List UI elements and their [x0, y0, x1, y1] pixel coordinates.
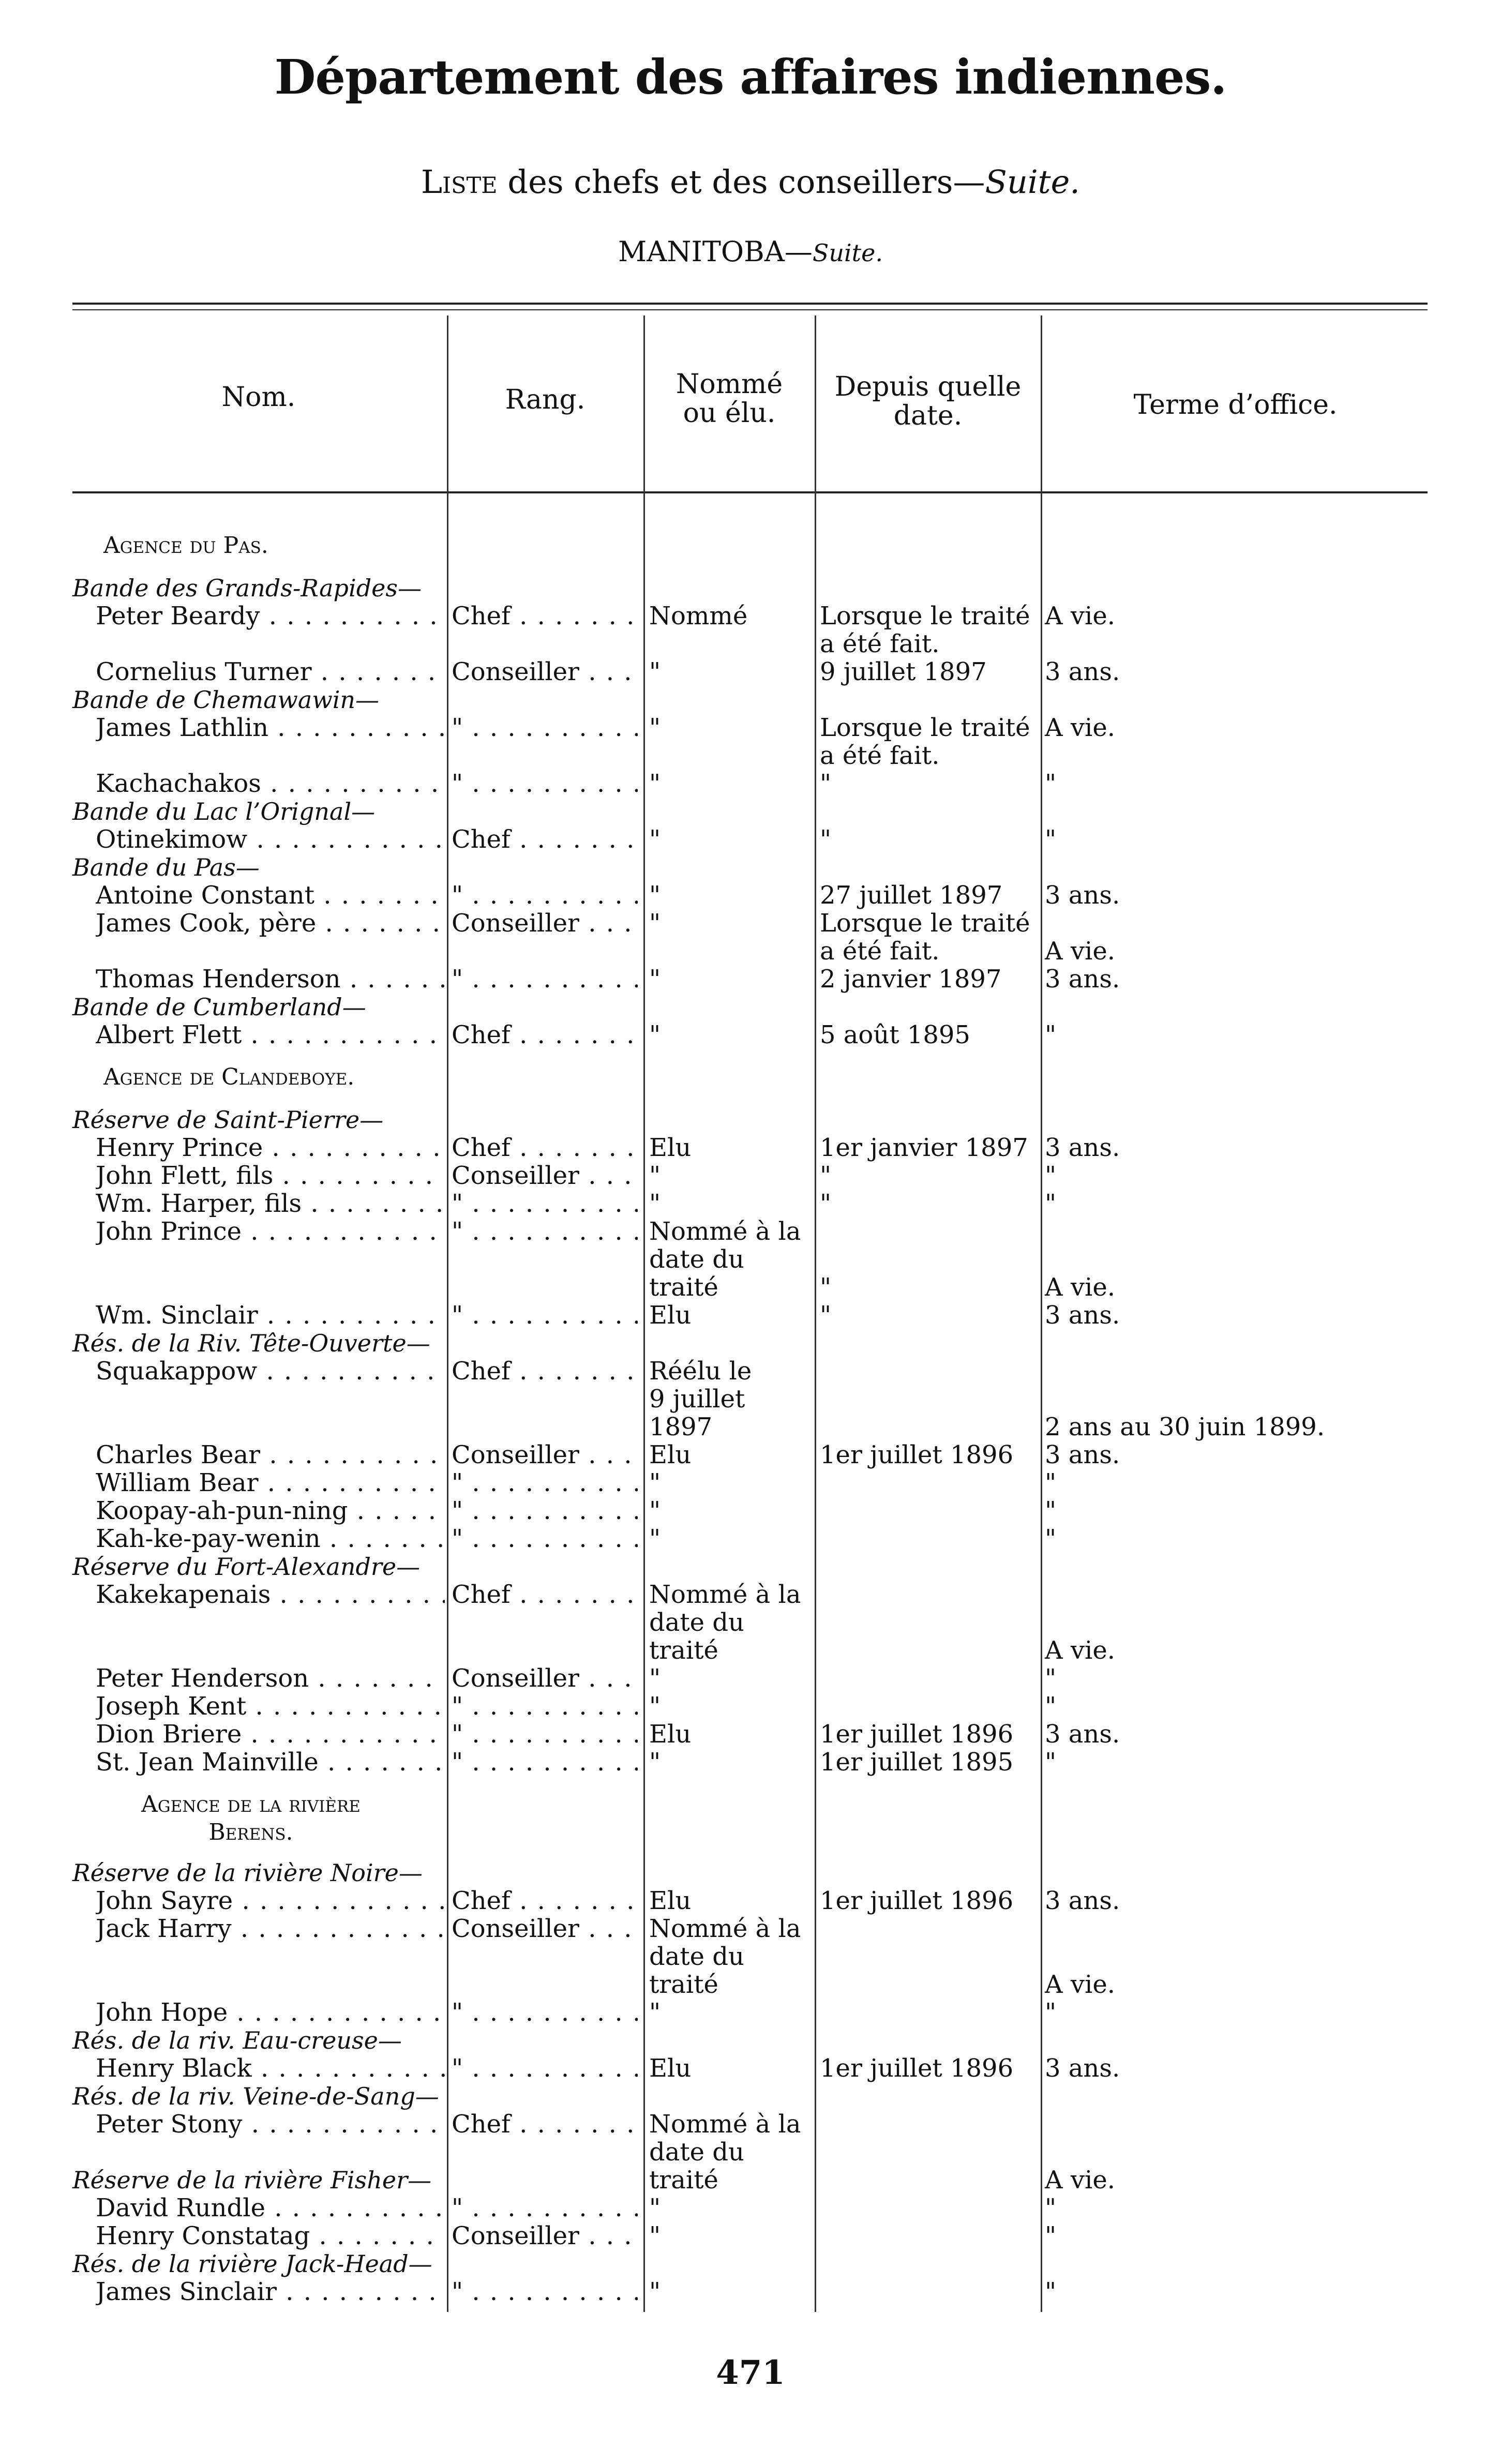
cell-terme: 3 ans. — [1045, 657, 1120, 686]
cell-depuis: " — [820, 1273, 832, 1301]
band-name: Rés. de la riv. Eau-creuse— — [72, 2026, 402, 2054]
table-row — [0, 1218, 1501, 1245]
cell-nomme: " — [649, 825, 661, 853]
cell-rang: Conseiller . . . — [452, 1441, 638, 1469]
cell-nom: Henry Black . . . — [96, 2054, 445, 2082]
cell-depuis: Lorsque le traité — [820, 602, 1030, 630]
cell-nom: Peter Stony . . . — [96, 2110, 445, 2138]
cell-nomme: Nommé à la — [649, 2110, 801, 2138]
cell-rang: Chef . . . — [452, 1357, 638, 1385]
cell-nomme: " — [649, 1162, 661, 1190]
table-row — [0, 1273, 1501, 1301]
table-row — [0, 2110, 1501, 2138]
band-name: Bande du Pas— — [72, 853, 260, 881]
cell-nomme: " — [649, 1497, 661, 1525]
table-row — [0, 1581, 1501, 1609]
cell-rang: " . . . — [452, 1748, 638, 1776]
cell-rang: " . . . — [452, 714, 638, 742]
cell-nomme: traité — [649, 1971, 718, 1999]
cell-nom: Kachachakos . . . — [96, 770, 445, 798]
cell-depuis: " — [820, 1162, 832, 1190]
cell-rang: " . . . — [452, 1469, 638, 1497]
cell-rang: " . . . — [452, 2194, 638, 2222]
table-row — [0, 1245, 1501, 1273]
cell-terme: " — [1045, 1524, 1057, 1553]
cell-nomme: date du — [649, 1245, 744, 1273]
cell-nom: Otinekimow . . . — [96, 825, 445, 853]
table-row — [0, 1943, 1501, 1971]
cell-terme: " — [1045, 1020, 1057, 1049]
cell-terme: " — [1045, 1468, 1057, 1497]
table-row — [0, 1441, 1501, 1469]
table-row — [0, 1413, 1501, 1441]
cell-depuis: 2 janvier 1897 — [820, 965, 1002, 993]
table-row — [0, 1497, 1501, 1525]
header-depuis — [817, 372, 1039, 430]
cell-depuis: 1er juillet 1896 — [820, 1441, 1014, 1469]
cell-terme: 3 ans. — [1045, 1886, 1120, 1915]
table-row — [0, 2054, 1501, 2082]
cell-depuis: a été fait. — [820, 937, 940, 965]
cell-rang: " . . . — [452, 1999, 638, 2026]
table-row — [0, 658, 1501, 686]
top-rule — [72, 303, 1428, 305]
header-nomme — [646, 370, 813, 428]
cell-depuis: " — [820, 770, 832, 798]
cell-nom: Henry Constatag . . . — [96, 2222, 445, 2250]
table-row — [0, 1999, 1501, 2026]
cell-rang: " . . . — [452, 2278, 638, 2306]
cell-nom: Kah-ke-pay-wenin . . . — [96, 1525, 445, 1553]
table-row — [0, 714, 1501, 742]
table-row — [0, 1469, 1501, 1497]
page-number: 471 — [716, 2353, 785, 2392]
cell-nomme: " — [649, 965, 661, 993]
cell-nom: Antoine Constant . . . — [96, 881, 445, 909]
cell-terme: " — [1045, 1189, 1057, 1218]
band-heading — [0, 2082, 1501, 2110]
cell-nomme: " — [649, 770, 661, 798]
cell-terme: 3 ans. — [1045, 1133, 1120, 1162]
cell-nomme: traité — [649, 1273, 718, 1301]
cell-rang: " . . . — [452, 1525, 638, 1553]
cell-depuis: Lorsque le traité — [820, 909, 1030, 937]
cell-terme: A vie. — [1045, 1273, 1116, 1302]
agency-heading — [0, 517, 1501, 574]
cell-rang: Conseiller . . . — [452, 1915, 638, 1943]
header-depuis-line2: date. — [893, 400, 963, 431]
cell-rang: Conseiller . . . — [452, 1664, 638, 1692]
cell-rang: " . . . — [452, 1190, 638, 1218]
cell-rang: Chef . . . — [452, 2110, 638, 2138]
band-name: Rés. de la riv. Veine-de-Sang— — [72, 2082, 439, 2110]
cell-depuis: 1er juillet 1896 — [820, 1887, 1014, 1915]
cell-nomme: Réélu le — [649, 1357, 752, 1385]
band-heading — [0, 993, 1501, 1021]
band-heading — [0, 1329, 1501, 1357]
cell-terme: 3 ans. — [1045, 1301, 1120, 1330]
cell-nom: Albert Flett . . . — [96, 1021, 445, 1049]
cell-depuis: a été fait. — [820, 630, 940, 658]
cell-nom: Charles Bear . . . — [96, 1441, 445, 1469]
cell-nom: John Prince . . . — [96, 1218, 445, 1245]
cell-nomme: 9 juillet — [649, 1385, 745, 1413]
table-row — [0, 1162, 1501, 1190]
cell-terme: " — [1045, 2277, 1057, 2306]
cell-nomme: " — [649, 658, 661, 686]
cell-nom: Dion Briere . . . — [96, 1720, 445, 1748]
cell-nomme: traité — [649, 2166, 718, 2194]
cell-terme: A vie. — [1045, 2166, 1116, 2195]
band-name: Bande du Lac l’Orignal— — [72, 798, 376, 825]
cell-nom: Kakekapenais . . . — [96, 1581, 445, 1609]
province-name: MANITOBA— — [618, 235, 813, 268]
cell-rang: Chef . . . — [452, 602, 638, 630]
table-row — [0, 1525, 1501, 1553]
band-name: Réserve du Fort-Alexandre— — [72, 1553, 421, 1581]
top-rule-thin — [72, 309, 1428, 310]
cell-nom: Henry Prince . . . — [96, 1134, 445, 1162]
band-name: Bande des Grands-Rapides— — [72, 574, 422, 602]
band-heading — [0, 853, 1501, 881]
cell-depuis: 1er juillet 1896 — [820, 1720, 1014, 1748]
table-row — [0, 770, 1501, 798]
cell-terme: " — [1045, 1161, 1057, 1190]
cell-nom: Thomas Henderson . . . — [96, 965, 445, 993]
subtitle-suite: Suite. — [985, 163, 1080, 201]
cell-nomme: Elu — [649, 1301, 692, 1329]
cell-terme: A vie. — [1045, 713, 1116, 742]
table-row — [0, 1720, 1501, 1748]
header-terme: Terme d’office. — [1133, 389, 1338, 420]
table-row — [0, 1915, 1501, 1943]
cell-depuis: 5 août 1895 — [820, 1021, 970, 1049]
cell-nom: John Sayre . . . — [96, 1887, 445, 1915]
cell-nomme: " — [649, 2222, 661, 2250]
band-name: Rés. de la rivière Jack-Head— — [72, 2250, 432, 2278]
cell-terme: " — [1045, 769, 1057, 798]
table-row — [0, 2222, 1501, 2250]
header-nomme-line2: ou élu. — [683, 398, 776, 429]
cell-nomme: traité — [649, 1636, 718, 1664]
band-name: Bande de Cumberland— — [72, 993, 366, 1021]
cell-depuis: 1er janvier 1897 — [820, 1134, 1028, 1162]
cell-terme: " — [1045, 1998, 1057, 2027]
cell-rang: " . . . — [452, 2054, 638, 2082]
cell-terme: 3 ans. — [1045, 2054, 1120, 2083]
table-row — [0, 602, 1501, 630]
cell-nomme: " — [649, 881, 661, 909]
table-row — [0, 881, 1501, 909]
table-row — [0, 2194, 1501, 2222]
agency-name: Agence de la rivière Berens. — [141, 1791, 361, 1845]
agency-name: Agence du Pas. — [103, 532, 268, 559]
cell-nom: John Flett, fils . . . — [96, 1162, 445, 1190]
cell-nom: Joseph Kent . . . — [96, 1692, 445, 1720]
band-name: Réserve de Saint-Pierre— — [72, 1106, 384, 1134]
table-row — [0, 937, 1501, 965]
cell-nom: James Lathlin . . . — [96, 714, 445, 742]
cell-rang: Conseiller . . . — [452, 1162, 638, 1190]
cell-terme: 3 ans. — [1045, 881, 1120, 910]
header-nomme-line1: Nommé — [676, 369, 783, 400]
cell-terme: 3 ans. — [1045, 1720, 1120, 1749]
band-heading — [0, 2250, 1501, 2278]
cell-nomme: " — [649, 1469, 661, 1497]
band-name: Rés. de la Riv. Tête-Ouverte— — [72, 1329, 430, 1357]
table-row — [0, 742, 1501, 770]
band-heading — [0, 1553, 1501, 1581]
cell-nom: William Bear . . . — [96, 1469, 445, 1497]
cell-nom: James Cook, père . . . — [96, 909, 445, 937]
band-heading — [0, 798, 1501, 825]
cell-nom: Peter Beardy . . . — [96, 602, 445, 630]
table-row — [0, 1664, 1501, 1692]
cell-rang: Chef . . . — [452, 1887, 638, 1915]
cell-terme: " — [1045, 825, 1057, 854]
cell-depuis: a été fait. — [820, 742, 940, 770]
agency-heading — [0, 1776, 1501, 1859]
cell-rang: Chef . . . — [452, 1134, 638, 1162]
cell-nomme: " — [649, 714, 661, 742]
cell-nomme: " — [649, 1525, 661, 1553]
cell-nom: Koopay-ah-pun-ning . . . — [96, 1497, 445, 1525]
table-row — [0, 1887, 1501, 1915]
cell-rang: Conseiller . . . — [452, 2222, 638, 2250]
cell-terme: " — [1045, 1692, 1057, 1721]
cell-nomme: Elu — [649, 1720, 692, 1748]
cell-nomme: date du — [649, 1943, 744, 1971]
cell-depuis: 27 juillet 1897 — [820, 881, 1003, 909]
band-name: Réserve de la rivière Fisher— — [72, 2166, 432, 2194]
cell-nomme: Nommé à la — [649, 1581, 801, 1609]
band-heading — [0, 686, 1501, 714]
band-name: Réserve de la rivière Noire— — [72, 1859, 423, 1887]
cell-nom: David Rundle . . . — [96, 2194, 445, 2222]
cell-rang: Conseiller . . . — [452, 909, 638, 937]
table-row — [0, 1301, 1501, 1329]
cell-nomme: " — [649, 2278, 661, 2306]
cell-rang: Chef . . . — [452, 825, 638, 853]
cell-terme: " — [1045, 1664, 1057, 1693]
cell-terme: A vie. — [1045, 1636, 1116, 1665]
cell-rang: Conseiller . . . — [452, 658, 638, 686]
cell-depuis: Lorsque le traité — [820, 714, 1030, 742]
table-row — [0, 1971, 1501, 1999]
cell-depuis: 1er juillet 1895 — [820, 1748, 1014, 1776]
table-row — [0, 1748, 1501, 1776]
cell-rang: Chef . . . — [452, 1581, 638, 1609]
cell-depuis: " — [820, 1301, 832, 1329]
header-rang: Rang. — [505, 384, 586, 415]
band-heading — [0, 574, 1501, 602]
province-heading — [0, 235, 1501, 268]
cell-depuis: 9 juillet 1897 — [820, 658, 987, 686]
list-subtitle — [0, 163, 1501, 201]
agency-name: Agence de Clandeboye. — [103, 1064, 355, 1090]
cell-nomme: " — [649, 2194, 661, 2222]
cell-nomme: " — [649, 1021, 661, 1049]
cell-rang: " . . . — [452, 1301, 638, 1329]
table-row — [0, 1692, 1501, 1720]
cell-rang: Chef . . . — [452, 1021, 638, 1049]
cell-nomme: " — [649, 1999, 661, 2026]
subtitle-rest: des chefs et des conseillers— — [497, 163, 985, 201]
table-row — [0, 825, 1501, 853]
cell-nom: St. Jean Mainville . . . — [96, 1748, 445, 1776]
cell-nomme: Nommé à la — [649, 1915, 801, 1943]
cell-terme: 3 ans. — [1045, 965, 1120, 994]
cell-terme: 2 ans au 30 juin 1899. — [1045, 1413, 1325, 1441]
cell-nomme: " — [649, 1748, 661, 1776]
table-row — [0, 630, 1501, 658]
cell-nomme: 1897 — [649, 1413, 713, 1441]
cell-rang: " . . . — [452, 1218, 638, 1245]
cell-nomme: " — [649, 1692, 661, 1720]
cell-depuis: " — [820, 825, 832, 853]
cell-rang: " . . . — [452, 881, 638, 909]
cell-nom: Cornelius Turner . . . — [96, 658, 445, 686]
cell-nom: Wm. Harper, fils . . . — [96, 1190, 445, 1218]
cell-nomme: Nommé à la — [649, 1218, 801, 1245]
band-heading — [0, 2026, 1501, 2054]
cell-terme: A vie. — [1045, 1970, 1116, 1999]
cell-terme: " — [1045, 1496, 1057, 1525]
cell-nomme: " — [649, 1190, 661, 1218]
cell-terme: 3 ans. — [1045, 1440, 1120, 1469]
table-row — [0, 1134, 1501, 1162]
table-row — [0, 909, 1501, 937]
cell-terme: " — [1045, 2221, 1057, 2250]
cell-nomme: Elu — [649, 1441, 692, 1469]
agency-heading — [0, 1049, 1501, 1106]
header-nom: Nom. — [221, 382, 296, 413]
cell-terme: " — [1045, 1748, 1057, 1777]
cell-rang: " . . . — [452, 1692, 638, 1720]
cell-nom: Squakappow . . . — [96, 1357, 445, 1385]
band-name: Bande de Chemawawin— — [72, 686, 380, 714]
band-heading — [0, 1106, 1501, 1134]
cell-terme: " — [1045, 2193, 1057, 2222]
cell-nom: John Hope . . . — [96, 1999, 445, 2026]
cell-nomme: Elu — [649, 2054, 692, 2082]
table-row — [0, 1636, 1501, 1664]
cell-rang: " . . . — [452, 770, 638, 798]
cell-rang: " . . . — [452, 1720, 638, 1748]
page-title: Département des affaires indiennes. — [274, 49, 1227, 105]
table-row — [0, 2138, 1501, 2166]
cell-rang: " . . . — [452, 965, 638, 993]
header-rule — [72, 491, 1428, 493]
table-row — [0, 1021, 1501, 1049]
cell-nom: James Sinclair . . . — [96, 2278, 445, 2306]
cell-nomme: date du — [649, 2138, 744, 2166]
cell-nomme: Elu — [649, 1887, 692, 1915]
table-body — [0, 517, 1501, 2306]
cell-depuis: 1er juillet 1896 — [820, 2054, 1014, 2082]
table-row — [0, 1190, 1501, 1218]
cell-nomme: " — [649, 909, 661, 937]
cell-nomme: Elu — [649, 1134, 692, 1162]
province-suite: Suite. — [812, 239, 883, 267]
table-row — [0, 1385, 1501, 1413]
header-depuis-line1: Depuis quelle — [834, 371, 1022, 402]
table-row — [0, 2278, 1501, 2306]
cell-nomme: date du — [649, 1609, 744, 1636]
cell-depuis: " — [820, 1190, 832, 1218]
cell-terme: A vie. — [1045, 602, 1116, 630]
band-heading — [0, 1859, 1501, 1887]
cell-nom: Jack Harry . . . — [96, 1915, 445, 1943]
cell-rang: " . . . — [452, 1497, 638, 1525]
cell-nomme: Nommé — [649, 602, 748, 630]
band-heading — [0, 2166, 1501, 2194]
subtitle-smallcaps: Liste — [421, 163, 498, 201]
table-row — [0, 965, 1501, 993]
table-row — [0, 1357, 1501, 1385]
table-row — [0, 1609, 1501, 1636]
cell-nom: Peter Henderson . . . — [96, 1664, 445, 1692]
cell-nom: Wm. Sinclair . . . — [96, 1301, 445, 1329]
cell-nomme: " — [649, 1664, 661, 1692]
cell-terme: A vie. — [1045, 937, 1116, 966]
